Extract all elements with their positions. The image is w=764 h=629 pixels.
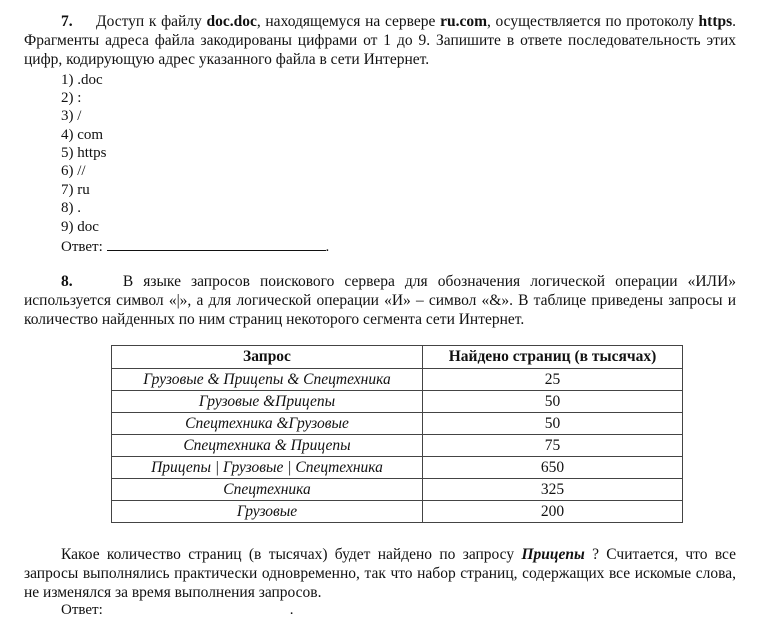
pages-cell: 325 <box>423 479 683 501</box>
table-row <box>112 479 683 501</box>
pages-cell: 75 <box>423 435 683 457</box>
option-4: 4) com <box>61 127 104 143</box>
query-cell: Грузовые & Прицепы & Спецтехника <box>112 369 423 391</box>
query-cell: Прицепы | Грузовые | Спецтехника <box>112 457 423 479</box>
table-row <box>112 435 683 457</box>
table-row <box>112 457 683 479</box>
question-part: Какое количество страниц (в тысячах) будет найдено по запросу <box>61 546 522 563</box>
pages-cell: 650 <box>423 457 683 479</box>
option-3: 3) / <box>61 108 82 124</box>
task8-question <box>24 545 736 602</box>
task7-text-part: . Фрагменты адреса файла закодированы цифрами от 1 до 9. Запишите в ответе последовательность этих цифр, кодирующую адрес указанного файла в сети Интернет. <box>24 13 737 68</box>
table-row <box>112 369 683 391</box>
query-cell: Спецтехника <box>112 479 423 501</box>
task8-answer <box>61 601 294 619</box>
task7-answer <box>61 236 329 256</box>
answer-end: . <box>325 239 330 255</box>
pages-cell: 25 <box>423 369 683 391</box>
server-name: ru.com <box>440 13 487 30</box>
header-pages: Найдено страниц (в тысячах) <box>423 346 683 369</box>
query-cell: Грузовые &Прицепы <box>112 391 423 413</box>
task7-text-part: , осуществляется по протоколу <box>486 13 694 30</box>
pages-cell: 50 <box>423 391 683 413</box>
option-5: 5) https <box>61 145 107 161</box>
task8-number: 8. <box>61 273 73 290</box>
task8-text-part: В языке запросов поискового сервера для обозначения логической операции «ИЛИ» используется символ «|», а для логической операции «И» – символ «&». В таблице приведены запросы и количество найденных по ним страниц некоторого сегмента сети Интернет. <box>24 273 737 328</box>
header-query: Запрос <box>112 346 423 369</box>
table-header-row <box>112 346 683 369</box>
option-1: 1) .doc <box>61 72 103 88</box>
answer-blank[interactable] <box>107 236 326 251</box>
option-7: 7) ru <box>61 182 90 198</box>
task7-text-part: Доступ к файлу <box>96 13 207 30</box>
answer-end: . <box>289 602 294 618</box>
table-row <box>112 413 683 435</box>
option-2: 2) : <box>61 90 82 106</box>
table-row <box>112 391 683 413</box>
query-cell: Грузовые <box>112 501 423 523</box>
file-name: doc.doc <box>206 13 257 30</box>
option-6: 6) // <box>61 163 86 179</box>
option-8: 8) . <box>61 200 81 216</box>
task7-text <box>24 12 736 69</box>
query-word: Прицепы <box>521 546 585 563</box>
pages-cell: 50 <box>423 413 683 435</box>
protocol-name: https <box>698 13 733 30</box>
query-cell: Спецтехника & Прицепы <box>112 435 423 457</box>
query-cell: Спецтехника &Грузовые <box>112 413 423 435</box>
task8-text <box>24 272 736 329</box>
pages-cell: 200 <box>423 501 683 523</box>
answer-label: Ответ: <box>61 602 103 618</box>
table-row <box>112 501 683 523</box>
task7-number: 7. <box>61 13 73 30</box>
task7-text-part: , находящемуся на сервере <box>256 13 441 30</box>
question-part: ? Считается, что все запросы выполнялись практически одновременно, так что набор страниц, содержащих все искомые слова, не изменялся за время выполнения запросов. <box>24 546 737 601</box>
option-9: 9) doc <box>61 219 99 235</box>
answer-label: Ответ: <box>61 239 107 255</box>
queries-table <box>111 345 683 523</box>
